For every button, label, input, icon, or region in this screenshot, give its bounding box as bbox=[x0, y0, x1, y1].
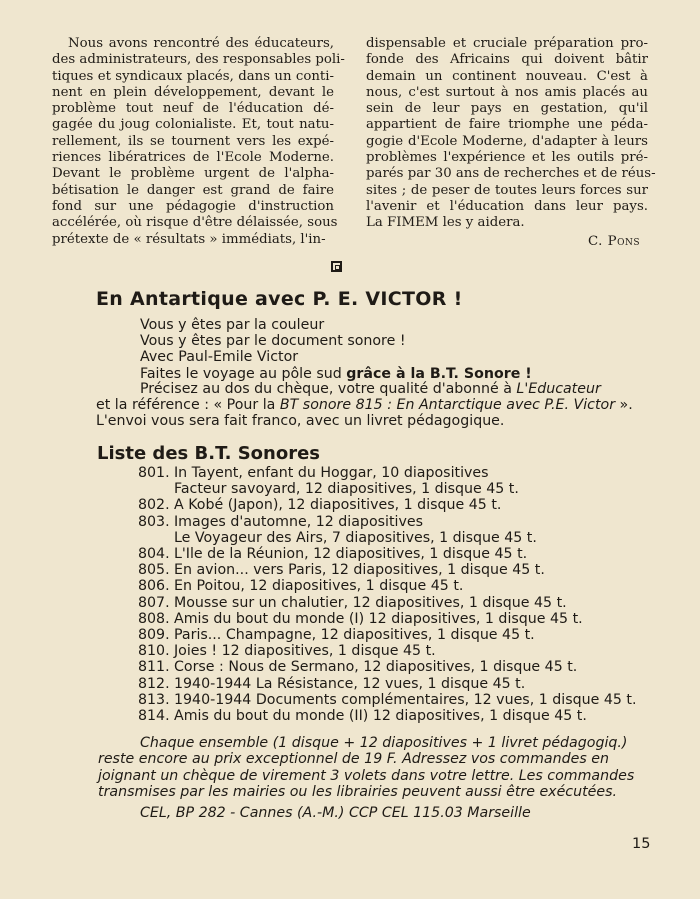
intro-right-line: appartient de faire triomphe une péda- bbox=[366, 117, 648, 133]
list-item-number: 806. bbox=[138, 578, 170, 595]
instructions-text-b-end: ». bbox=[615, 397, 633, 414]
list-item bbox=[138, 692, 658, 708]
list-item bbox=[138, 481, 658, 497]
list-item-number: 803. bbox=[138, 513, 170, 530]
intro-right-line: problèmes l'expérience et les outils pré- bbox=[366, 150, 648, 166]
list-item-number: 809. bbox=[138, 627, 170, 644]
list-item bbox=[138, 578, 658, 594]
intro-right-line: nous, c'est surtout à nos amis placés au bbox=[366, 84, 648, 100]
note-line-2: reste encore au prix exceptionnel de 19 F. Adressez vos commandes en bbox=[98, 751, 609, 768]
reference-title: BT sonore 815 : En Antarctique avec P.E. Victor bbox=[279, 397, 616, 414]
intro-left-line: rellement, ils se tournent vers les expé- bbox=[52, 133, 334, 149]
instructions-line-1 bbox=[96, 381, 648, 397]
list-item-title: En avion... vers Paris, 12 diapositives, 1 disque 45 t. bbox=[174, 562, 545, 579]
note-line-3: joignant un chèque de virement 3 volets dans votre lettre. Les commandes bbox=[98, 767, 635, 784]
list-item bbox=[138, 659, 658, 675]
intro-left-line: riences libératrices de l'Ecole Moderne. bbox=[52, 150, 334, 166]
intro-right-line: sites ; de peser de toutes leurs forces sur bbox=[366, 182, 648, 198]
list-item-number: 807. bbox=[138, 594, 170, 611]
intro-left-line: Devant le problème urgent de l'alpha- bbox=[52, 166, 334, 182]
journal-title: L'Educateur bbox=[516, 381, 601, 397]
intro-left-line: des administrateurs, des responsables poli- bbox=[52, 52, 345, 68]
list-item-number bbox=[138, 481, 174, 497]
intro-columns bbox=[52, 36, 656, 250]
list-item-title: En Poitou, 12 diapositives, 1 disque 45 t. bbox=[174, 578, 464, 595]
list-item-number bbox=[138, 530, 174, 546]
list-item bbox=[138, 627, 658, 643]
order-address: CEL, BP 282 - Cannes (A.-M.) CCP CEL 115.03 Marseille bbox=[140, 804, 531, 821]
list-item-title: Facteur savoyard, 12 diapositives, 1 disque 45 t. bbox=[174, 481, 519, 498]
intro-left-line: fond sur une pédagogie d'instruction bbox=[52, 198, 334, 214]
intro-left-line: tiques et syndicaux placés, dans un conti- bbox=[52, 68, 334, 84]
page-number: 15 bbox=[632, 836, 651, 852]
intro-left-line: nent en plein développement, devant le bbox=[52, 84, 334, 100]
bt-sonores-list bbox=[138, 465, 658, 724]
list-item-number: 805. bbox=[138, 562, 170, 579]
promo-line-4-text: Faites le voyage au pôle sud bbox=[140, 365, 347, 382]
list-item bbox=[138, 562, 658, 578]
list-item-title: Joies ! 12 diapositives, 1 disque 45 t. bbox=[174, 643, 436, 660]
list-item bbox=[138, 497, 658, 513]
list-item-title: 1940-1944 La Résistance, 12 vues, 1 disque 45 t. bbox=[174, 675, 526, 692]
intro-left-line: Nous avons rencontré des éducateurs, bbox=[68, 36, 334, 51]
list-item bbox=[138, 546, 658, 562]
list-item bbox=[138, 611, 658, 627]
promo-line-1: Vous y êtes par la couleur bbox=[140, 317, 325, 333]
intro-right-line: fonde des Africains qui doivent bâtir bbox=[366, 52, 648, 68]
list-item bbox=[138, 643, 658, 659]
list-item-title: Corse : Nous de Sermano, 12 diapositives, 1 disque 45 t. bbox=[174, 659, 578, 676]
intro-right-line: l'avenir et l'éducation dans leur pays. bbox=[366, 198, 648, 214]
intro-right-line: demain un continent nouveau. C'est à bbox=[366, 68, 648, 84]
instructions-text-b: et la référence : « Pour la bbox=[96, 397, 280, 414]
list-item-title: Amis du bout du monde (I) 12 diapositives, 1 disque 45 t. bbox=[174, 610, 583, 627]
promo-line-2: Vous y êtes par le document sonore ! bbox=[140, 333, 406, 350]
list-item-title: Images d'automne, 12 diapositives bbox=[174, 513, 423, 530]
note-line-1: Chaque ensemble (1 disque + 12 diapositives + 1 livret pédagogiq.) bbox=[140, 735, 628, 751]
intro-right-line: La FIMEM les y aidera. bbox=[366, 215, 525, 231]
list-item-title: 1940-1944 Documents complémentaires, 12 vues, 1 disque 45 t. bbox=[174, 691, 637, 708]
list-item-number: 801. bbox=[138, 465, 170, 481]
list-item bbox=[138, 708, 658, 724]
article-heading: En Antartique avec P. E. VICTOR ! bbox=[96, 288, 463, 310]
instructions-line-2 bbox=[96, 397, 648, 413]
author-signature: C. Pons bbox=[587, 233, 640, 249]
promo-line-4 bbox=[140, 366, 532, 382]
list-heading: Liste des B.T. Sonores bbox=[97, 443, 321, 464]
list-item-number: 802. bbox=[138, 497, 170, 514]
list-item-number: 804. bbox=[138, 546, 170, 563]
intro-right-line: sein de leur pays en gestation, qu'il bbox=[366, 101, 648, 117]
intro-right-line: parés par 30 ans de recherches et de réus- bbox=[366, 166, 656, 182]
list-item-number: 811. bbox=[138, 659, 170, 676]
list-item bbox=[138, 595, 658, 611]
list-item-title: Mousse sur un chalutier, 12 diapositives, 1 disque 45 t. bbox=[174, 594, 567, 611]
list-item-number: 813. bbox=[138, 691, 170, 708]
intro-left-line: bétisation le danger est grand de faire bbox=[52, 182, 334, 198]
list-item-number: 814. bbox=[138, 708, 170, 725]
list-item bbox=[138, 530, 658, 546]
order-instructions bbox=[96, 381, 648, 430]
list-item-number: 812. bbox=[138, 675, 170, 692]
note-line-4: transmises par les mairies ou les librairies peuvent aussi être exécutées. bbox=[98, 784, 618, 801]
list-item-title: L'Ile de la Réunion, 12 diapositives, 1 disque 45 t. bbox=[174, 546, 528, 563]
intro-right-line: gogie d'Ecole Moderne, d'adapter à leurs bbox=[366, 133, 648, 149]
intro-left-line: accélérée, où risque d'être délaissée, sous bbox=[52, 215, 338, 231]
list-item-number: 808. bbox=[138, 610, 170, 627]
price-note bbox=[98, 735, 650, 821]
intro-left-line: problème tout neuf de l'éducation dé- bbox=[52, 101, 334, 117]
list-item bbox=[138, 676, 658, 692]
intro-left-line: gagée du joug colonialiste. Et, tout natu- bbox=[52, 117, 334, 133]
promo-lines bbox=[140, 317, 532, 382]
list-item-title: A Kobé (Japon), 12 diapositives, 1 disque 45 t. bbox=[174, 497, 502, 514]
list-item-number: 810. bbox=[138, 643, 170, 660]
list-item-title: Paris... Champagne, 12 diapositives, 1 disque 45 t. bbox=[174, 627, 535, 644]
list-item-title: Le Voyageur des Airs, 7 diapositives, 1 disque 45 t. bbox=[174, 529, 537, 546]
section-divider-ornament bbox=[331, 261, 342, 272]
intro-right-line: dispensable et cruciale préparation pro- bbox=[366, 36, 648, 51]
intro-right-column bbox=[366, 36, 656, 250]
instructions-text-a: Précisez au dos du chèque, votre qualité d'abonné à bbox=[140, 381, 517, 397]
instructions-line-3: L'envoi vous sera fait franco, avec un livret pédagogique. bbox=[96, 413, 505, 430]
list-item bbox=[138, 465, 658, 481]
intro-left-column bbox=[52, 36, 345, 250]
list-item-title: Amis du bout du monde (II) 12 diapositives, 1 disque 45 t. bbox=[174, 708, 587, 725]
intro-left-line: prétexte de « résultats » immédiats, l'in- bbox=[52, 231, 326, 247]
promo-line-3: Avec Paul-Emile Victor bbox=[140, 349, 299, 366]
list-item-title: In Tayent, enfant du Hoggar, 10 diapositives bbox=[174, 465, 489, 481]
promo-line-4-bold: grâce à la B.T. Sonore ! bbox=[346, 365, 532, 382]
list-item bbox=[138, 514, 658, 530]
